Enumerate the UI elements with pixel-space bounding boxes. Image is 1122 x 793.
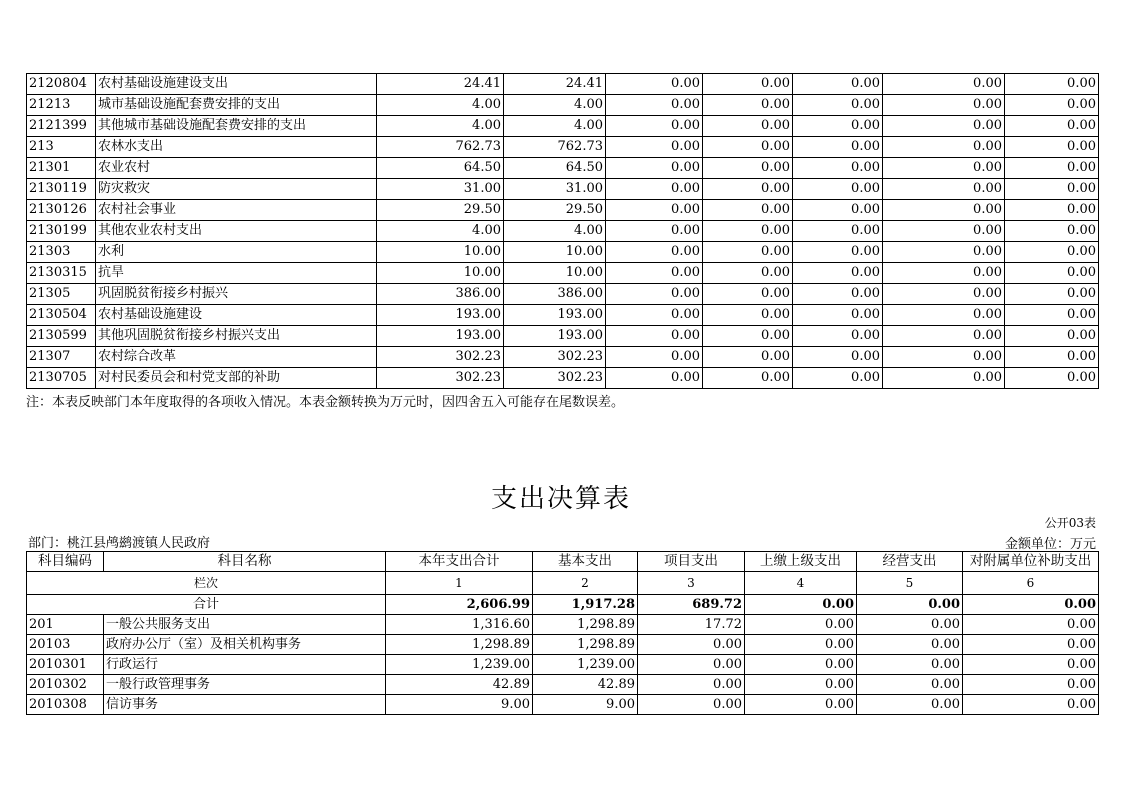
amount-cell: 0.00 <box>1005 284 1099 305</box>
amount-cell: 24.41 <box>504 74 606 95</box>
amount-cell: 0.00 <box>745 655 857 675</box>
amount-cell: 0.00 <box>883 116 1005 137</box>
amount-cell: 0.00 <box>793 347 883 368</box>
amount-cell: 0.00 <box>857 675 963 695</box>
column-number: 4 <box>745 572 857 595</box>
amount-cell: 0.00 <box>793 137 883 158</box>
amount-cell: 0.00 <box>606 305 703 326</box>
subject-name: 农村社会事业 <box>96 200 377 221</box>
amount-cell: 10.00 <box>504 242 606 263</box>
subject-name: 农村基础设施建设 <box>96 305 377 326</box>
amount-cell: 0.00 <box>703 263 793 284</box>
amount-cell: 0.00 <box>883 221 1005 242</box>
amount-cell: 0.00 <box>793 95 883 116</box>
subject-code: 21305 <box>27 284 96 305</box>
amount-cell: 0.00 <box>703 326 793 347</box>
amount-cell: 0.00 <box>606 347 703 368</box>
column-number: 5 <box>857 572 963 595</box>
amount-cell: 0.00 <box>883 95 1005 116</box>
subject-name: 政府办公厅（室）及相关机构事务 <box>104 635 386 655</box>
header-cell: 经营支出 <box>857 552 963 572</box>
amount-cell: 0.00 <box>883 368 1005 389</box>
amount-cell: 4.00 <box>504 221 606 242</box>
amount-cell: 0.00 <box>606 137 703 158</box>
amount-cell: 24.41 <box>377 74 504 95</box>
amount-cell: 302.23 <box>504 347 606 368</box>
amount-cell: 4.00 <box>377 221 504 242</box>
amount-cell: 29.50 <box>504 200 606 221</box>
amount-cell: 0.00 <box>703 284 793 305</box>
total-value: 0.00 <box>857 595 963 615</box>
amount-cell: 0.00 <box>1005 305 1099 326</box>
page-title: 支出决算表 <box>490 484 631 514</box>
amount-cell: 0.00 <box>606 263 703 284</box>
column-row-label: 栏次 <box>27 572 386 595</box>
income-table <box>26 73 1099 389</box>
subject-code: 21307 <box>27 347 96 368</box>
amount-cell: 0.00 <box>606 179 703 200</box>
header-cell: 科目编码 <box>27 552 104 572</box>
income-row <box>27 158 1099 179</box>
amount-cell: 0.00 <box>606 242 703 263</box>
subject-code: 201 <box>27 615 104 635</box>
subject-code: 2120804 <box>27 74 96 95</box>
amount-cell: 0.00 <box>606 221 703 242</box>
income-row <box>27 326 1099 347</box>
amount-cell: 0.00 <box>883 326 1005 347</box>
income-row <box>27 284 1099 305</box>
amount-cell: 1,239.00 <box>533 655 638 675</box>
amount-cell: 0.00 <box>703 95 793 116</box>
amount-cell: 0.00 <box>883 263 1005 284</box>
table-note: 注：本表反映部门本年度取得的各项收入情况。本表金额转换为万元时，因四舍五入可能存在尾数误差。 <box>26 395 625 410</box>
total-value: 0.00 <box>963 595 1099 615</box>
expense-row <box>27 695 1099 715</box>
amount-cell: 0.00 <box>1005 74 1099 95</box>
amount-cell: 4.00 <box>377 95 504 116</box>
amount-cell: 0.00 <box>857 695 963 715</box>
amount-cell: 0.00 <box>883 284 1005 305</box>
amount-cell: 0.00 <box>638 695 745 715</box>
income-row <box>27 95 1099 116</box>
income-row <box>27 116 1099 137</box>
amount-cell: 0.00 <box>703 74 793 95</box>
subject-name: 农村基础设施建设支出 <box>96 74 377 95</box>
amount-cell: 10.00 <box>377 242 504 263</box>
amount-cell: 64.50 <box>377 158 504 179</box>
amount-cell: 302.23 <box>504 368 606 389</box>
amount-cell: 42.89 <box>386 675 533 695</box>
amount-cell: 0.00 <box>606 116 703 137</box>
subject-name: 抗旱 <box>96 263 377 284</box>
amount-cell: 0.00 <box>883 200 1005 221</box>
expense-header-row <box>27 552 1099 572</box>
amount-cell: 193.00 <box>504 326 606 347</box>
amount-cell: 9.00 <box>533 695 638 715</box>
subject-code: 21301 <box>27 158 96 179</box>
amount-cell: 0.00 <box>857 635 963 655</box>
amount-cell: 0.00 <box>883 158 1005 179</box>
amount-cell: 0.00 <box>793 158 883 179</box>
amount-cell: 0.00 <box>606 95 703 116</box>
amount-cell: 0.00 <box>1005 347 1099 368</box>
header-cell: 本年支出合计 <box>386 552 533 572</box>
amount-cell: 1,239.00 <box>386 655 533 675</box>
amount-cell: 0.00 <box>703 116 793 137</box>
amount-cell: 31.00 <box>504 179 606 200</box>
column-number: 3 <box>638 572 745 595</box>
amount-cell: 193.00 <box>377 326 504 347</box>
expense-row <box>27 615 1099 635</box>
subject-name: 其他农业农村支出 <box>96 221 377 242</box>
expense-row <box>27 675 1099 695</box>
amount-cell: 0.00 <box>745 675 857 695</box>
subject-code: 20103 <box>27 635 104 655</box>
amount-cell: 193.00 <box>377 305 504 326</box>
amount-cell: 0.00 <box>703 179 793 200</box>
amount-cell: 0.00 <box>703 158 793 179</box>
amount-cell: 0.00 <box>703 305 793 326</box>
amount-cell: 10.00 <box>377 263 504 284</box>
income-row <box>27 137 1099 158</box>
column-number: 2 <box>533 572 638 595</box>
amount-cell: 0.00 <box>703 221 793 242</box>
total-value: 2,606.99 <box>386 595 533 615</box>
income-row <box>27 368 1099 389</box>
header-cell: 对附属单位补助支出 <box>963 552 1099 572</box>
amount-cell: 0.00 <box>745 635 857 655</box>
amount-cell: 0.00 <box>963 695 1099 715</box>
header-cell: 基本支出 <box>533 552 638 572</box>
amount-cell: 0.00 <box>638 675 745 695</box>
expense-table <box>26 551 1099 715</box>
subject-name: 其他巩固脱贫衔接乡村振兴支出 <box>96 326 377 347</box>
amount-cell: 0.00 <box>793 221 883 242</box>
amount-cell: 64.50 <box>504 158 606 179</box>
subject-code: 2010302 <box>27 675 104 695</box>
amount-cell: 0.00 <box>793 326 883 347</box>
amount-cell: 0.00 <box>963 615 1099 635</box>
amount-cell: 762.73 <box>504 137 606 158</box>
income-row <box>27 179 1099 200</box>
amount-cell: 0.00 <box>963 635 1099 655</box>
amount-cell: 0.00 <box>1005 116 1099 137</box>
amount-cell: 0.00 <box>1005 242 1099 263</box>
subject-code: 2130119 <box>27 179 96 200</box>
amount-cell: 386.00 <box>504 284 606 305</box>
amount-cell: 9.00 <box>386 695 533 715</box>
amount-cell: 0.00 <box>745 615 857 635</box>
department-label: 部门：桃江县鸬鹚渡镇人民政府 <box>28 536 211 551</box>
amount-cell: 4.00 <box>504 95 606 116</box>
amount-cell: 0.00 <box>703 242 793 263</box>
subject-code: 2130199 <box>27 221 96 242</box>
amount-cell: 0.00 <box>606 368 703 389</box>
amount-cell: 0.00 <box>883 305 1005 326</box>
amount-cell: 42.89 <box>533 675 638 695</box>
income-row <box>27 305 1099 326</box>
header-cell: 项目支出 <box>638 552 745 572</box>
subject-code: 21213 <box>27 95 96 116</box>
amount-cell: 0.00 <box>638 655 745 675</box>
subject-code: 2130126 <box>27 200 96 221</box>
amount-cell: 0.00 <box>793 263 883 284</box>
amount-cell: 0.00 <box>638 635 745 655</box>
amount-cell: 762.73 <box>377 137 504 158</box>
amount-cell: 386.00 <box>377 284 504 305</box>
subject-name: 巩固脱贫衔接乡村振兴 <box>96 284 377 305</box>
amount-cell: 0.00 <box>793 179 883 200</box>
total-value: 0.00 <box>745 595 857 615</box>
subject-name: 其他城市基础设施配套费安排的支出 <box>96 116 377 137</box>
income-row <box>27 221 1099 242</box>
total-label: 合计 <box>27 595 386 615</box>
column-number: 6 <box>963 572 1099 595</box>
amount-cell: 0.00 <box>883 179 1005 200</box>
column-number: 1 <box>386 572 533 595</box>
expense-row <box>27 635 1099 655</box>
amount-cell: 1,316.60 <box>386 615 533 635</box>
amount-cell: 0.00 <box>1005 221 1099 242</box>
subject-name: 防灾救灾 <box>96 179 377 200</box>
amount-cell: 17.72 <box>638 615 745 635</box>
expense-row <box>27 655 1099 675</box>
subject-code: 2121399 <box>27 116 96 137</box>
header-cell: 上缴上级支出 <box>745 552 857 572</box>
amount-cell: 0.00 <box>963 655 1099 675</box>
amount-cell: 4.00 <box>504 116 606 137</box>
amount-cell: 0.00 <box>606 74 703 95</box>
amount-cell: 193.00 <box>504 305 606 326</box>
subject-name: 信访事务 <box>104 695 386 715</box>
amount-cell: 10.00 <box>504 263 606 284</box>
income-row <box>27 347 1099 368</box>
amount-cell: 0.00 <box>1005 326 1099 347</box>
amount-cell: 0.00 <box>793 200 883 221</box>
amount-cell: 0.00 <box>703 137 793 158</box>
amount-cell: 0.00 <box>606 284 703 305</box>
subject-code: 21303 <box>27 242 96 263</box>
amount-cell: 29.50 <box>377 200 504 221</box>
amount-cell: 0.00 <box>793 305 883 326</box>
subject-name: 农村综合改革 <box>96 347 377 368</box>
amount-cell: 0.00 <box>1005 95 1099 116</box>
subject-name: 行政运行 <box>104 655 386 675</box>
amount-cell: 0.00 <box>703 368 793 389</box>
total-row <box>27 595 1099 615</box>
amount-cell: 0.00 <box>793 284 883 305</box>
amount-cell: 0.00 <box>793 116 883 137</box>
income-row <box>27 242 1099 263</box>
amount-cell: 0.00 <box>1005 179 1099 200</box>
amount-cell: 0.00 <box>606 158 703 179</box>
amount-cell: 0.00 <box>857 615 963 635</box>
amount-cell: 31.00 <box>377 179 504 200</box>
amount-cell: 0.00 <box>857 655 963 675</box>
amount-cell: 4.00 <box>377 116 504 137</box>
amount-cell: 0.00 <box>963 675 1099 695</box>
subject-code: 2130599 <box>27 326 96 347</box>
column-number-row <box>27 572 1099 595</box>
header-cell: 科目名称 <box>104 552 386 572</box>
amount-cell: 0.00 <box>793 368 883 389</box>
subject-name: 农业农村 <box>96 158 377 179</box>
amount-cell: 0.00 <box>793 74 883 95</box>
subject-name: 对村民委员会和村党支部的补助 <box>96 368 377 389</box>
subject-code: 2130705 <box>27 368 96 389</box>
amount-cell: 0.00 <box>883 137 1005 158</box>
amount-cell: 0.00 <box>703 347 793 368</box>
income-row <box>27 200 1099 221</box>
amount-cell: 0.00 <box>1005 200 1099 221</box>
amount-cell: 0.00 <box>883 74 1005 95</box>
subject-code: 213 <box>27 137 96 158</box>
amount-unit-label: 金额单位：万元 <box>1004 537 1096 552</box>
subject-name: 农林水支出 <box>96 137 377 158</box>
amount-cell: 1,298.89 <box>533 635 638 655</box>
total-value: 1,917.28 <box>533 595 638 615</box>
subject-name: 一般行政管理事务 <box>104 675 386 695</box>
subject-name: 城市基础设施配套费安排的支出 <box>96 95 377 116</box>
income-row <box>27 74 1099 95</box>
subject-code: 2010301 <box>27 655 104 675</box>
amount-cell: 1,298.89 <box>533 615 638 635</box>
amount-cell: 0.00 <box>745 695 857 715</box>
amount-cell: 0.00 <box>703 200 793 221</box>
form-code: 公开03表 <box>1044 516 1096 530</box>
total-value: 689.72 <box>638 595 745 615</box>
amount-cell: 302.23 <box>377 347 504 368</box>
amount-cell: 302.23 <box>377 368 504 389</box>
income-row <box>27 263 1099 284</box>
subject-code: 2130315 <box>27 263 96 284</box>
subject-name: 水利 <box>96 242 377 263</box>
amount-cell: 1,298.89 <box>386 635 533 655</box>
amount-cell: 0.00 <box>793 242 883 263</box>
amount-cell: 0.00 <box>1005 263 1099 284</box>
amount-cell: 0.00 <box>883 347 1005 368</box>
amount-cell: 0.00 <box>883 242 1005 263</box>
amount-cell: 0.00 <box>1005 137 1099 158</box>
amount-cell: 0.00 <box>606 200 703 221</box>
subject-name: 一般公共服务支出 <box>104 615 386 635</box>
amount-cell: 0.00 <box>1005 158 1099 179</box>
amount-cell: 0.00 <box>1005 368 1099 389</box>
subject-code: 2130504 <box>27 305 96 326</box>
amount-cell: 0.00 <box>606 326 703 347</box>
subject-code: 2010308 <box>27 695 104 715</box>
